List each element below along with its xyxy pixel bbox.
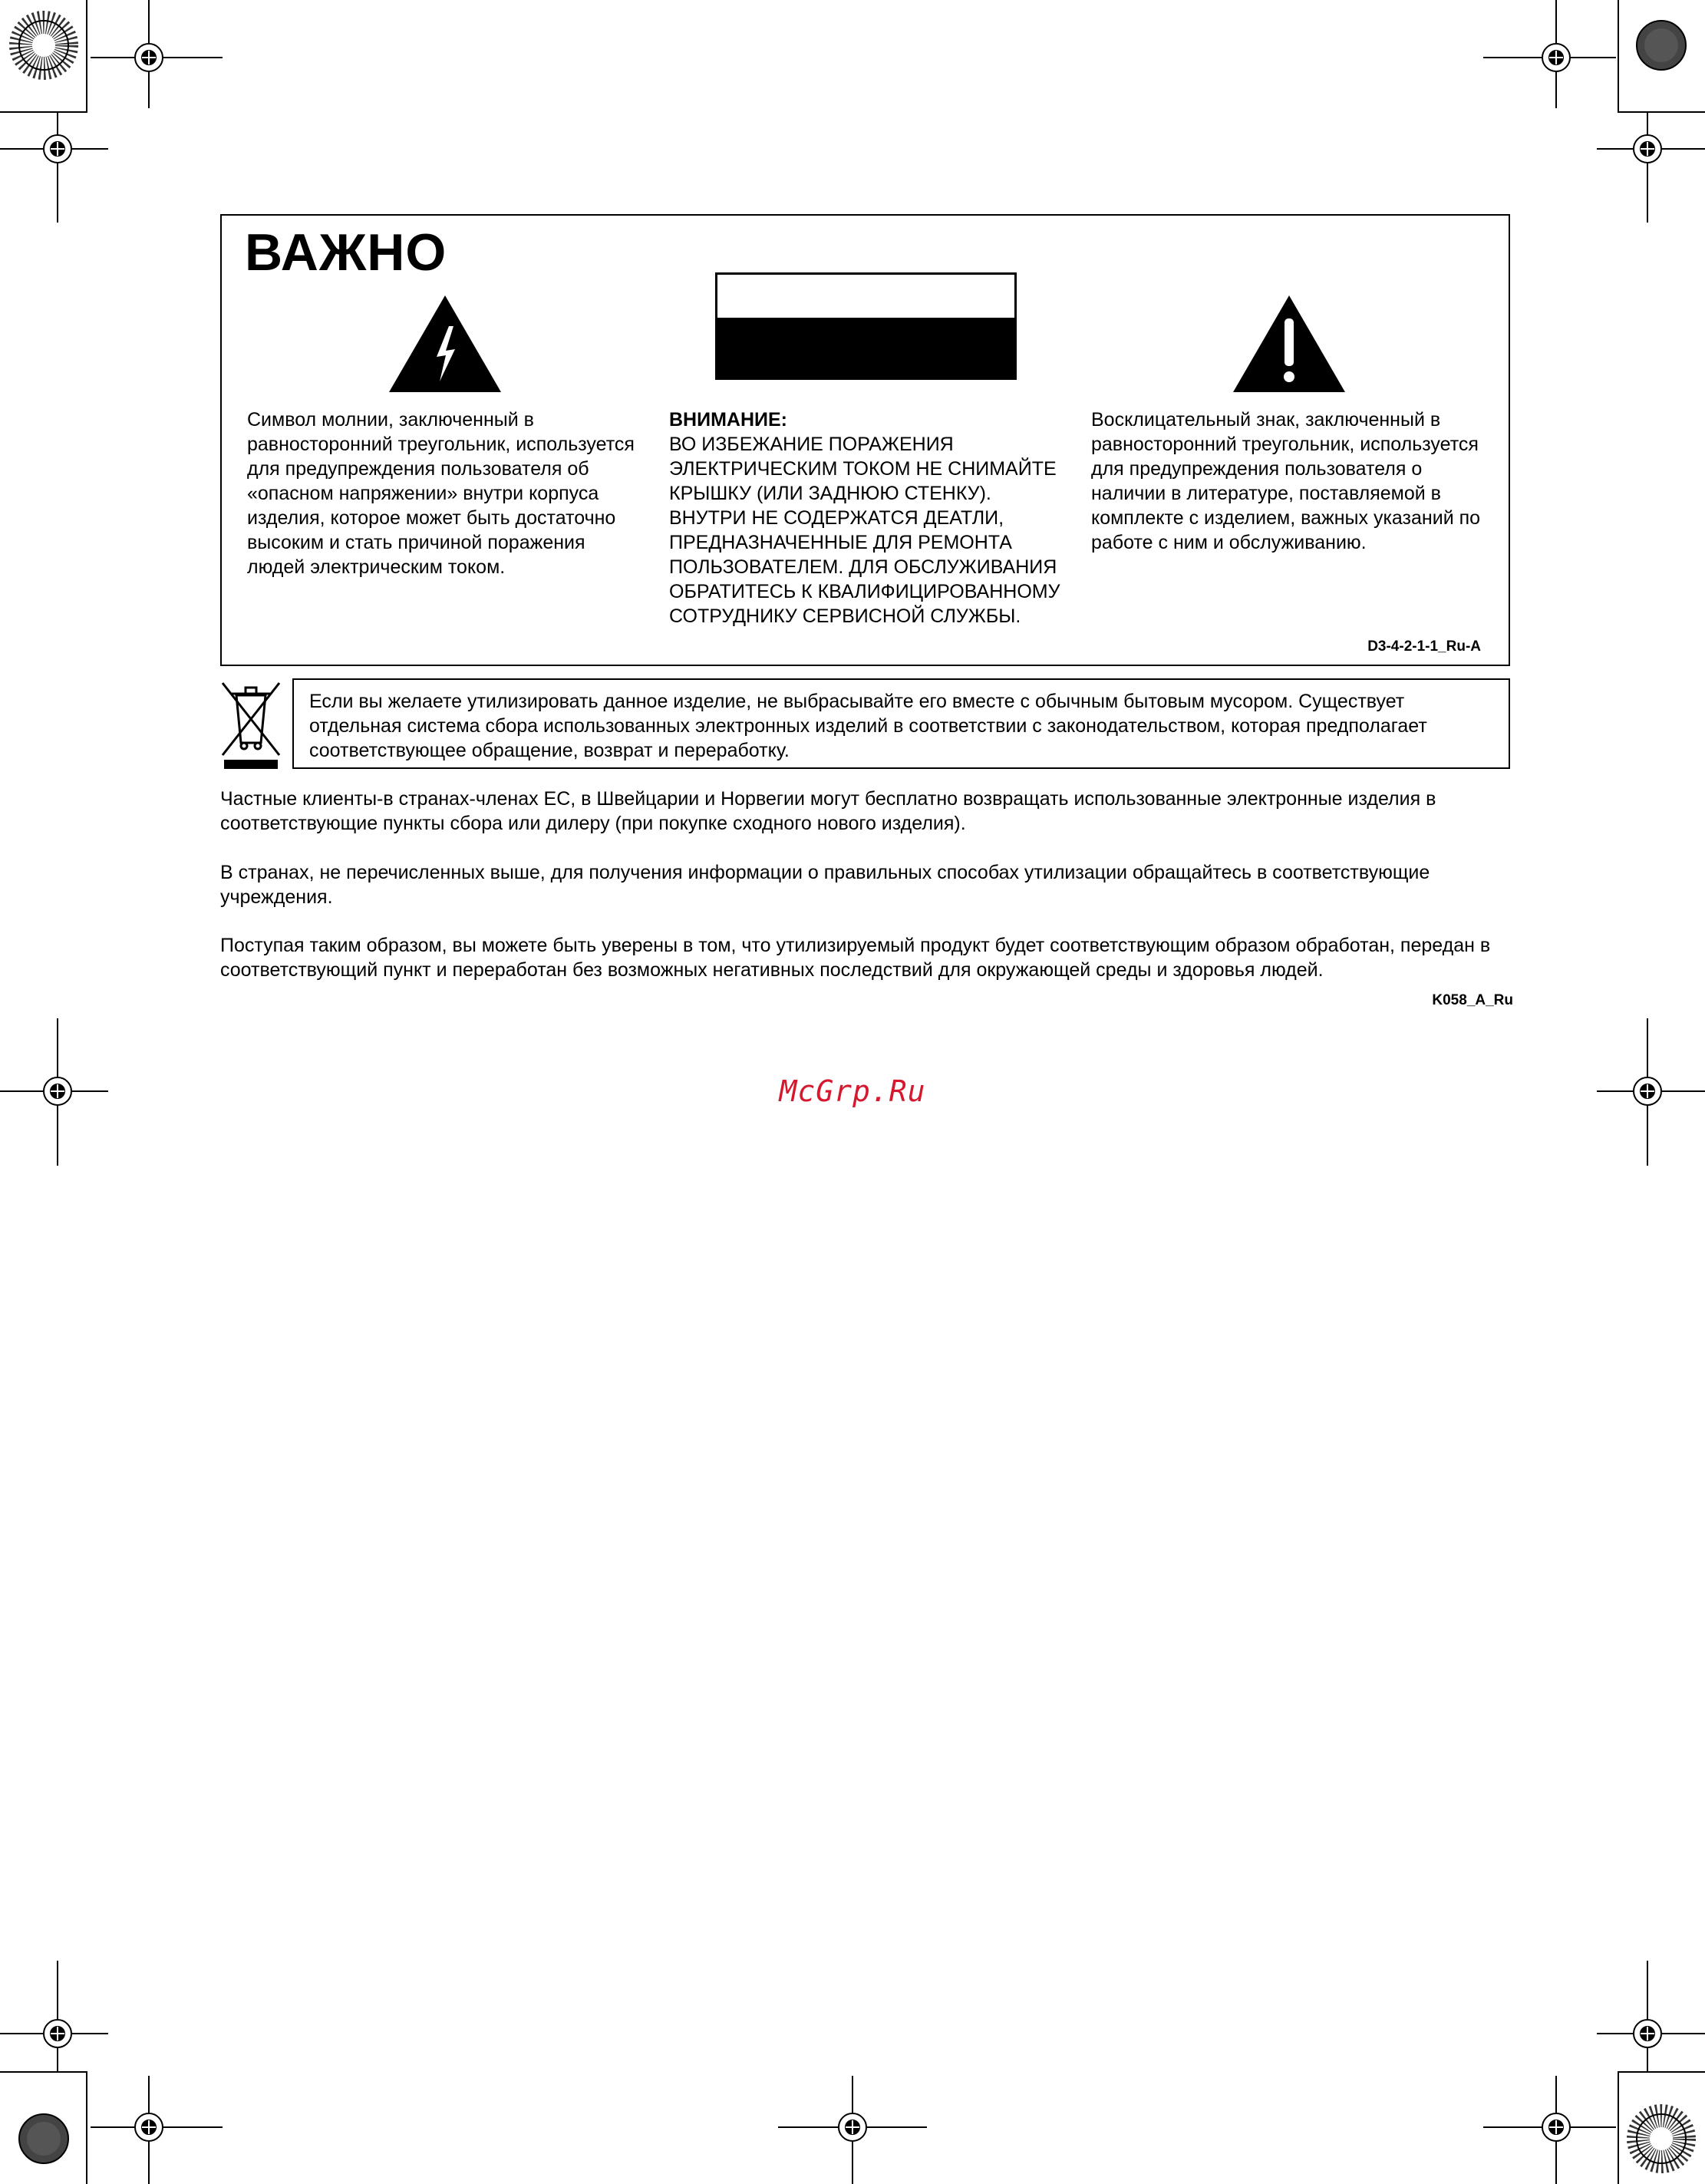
caution-block [669,407,1068,628]
caution-text: ВО ИЗБЕЖАНИЕ ПОРАЖЕНИЯ ЭЛЕКТРИЧЕСКИМ ТОКОМ НЕ СНИМАЙТЕ КРЫШКУ (ИЛИ ЗАДНЮЮ СТЕНКУ). ВНУТРИ НЕ СОДЕРЖАТСЯ ДЕАТЛИ, ПРЕДНАЗНАЧЕННЫЕ ДЛЯ РЕМОНТА ПОЛЬЗОВАТЕЛЕМ. ДЛЯ ОБСЛУЖИВАНИЯ ОБРАТИТЕСЬ К КВАЛИФИЦИРОВАННОМУ СОТРУДНИКУ СЕРВИСНОЙ СЛУЖБЫ. [669,434,1060,627]
caution-heading: ВНИМАНИЕ: [669,409,787,431]
disposal-paragraph-result: Поступая таким образом, вы можете быть уверены в том, что утилизируемый продукт будет соответствующим образом обработан, передан в соответствующий пункт и переработан без возможных негативных последствий для окружающей среды и здоровья людей. [220,935,1491,981]
disposal-paragraph-other: В странах, не перечисленных выше, для получения информации о правильных способах утилизации обращайтесь в соответствующие учреждения. [220,862,1430,908]
lightning-symbol-description: Символ молнии, заключенный в равносторонний треугольник, используется для предупреждения пользователя об «опасном напряжении» внутри корпуса изделия, которое может быть достаточно высоким и стать причиной поражения людей электрическим током. [247,409,635,578]
watermark-link[interactable]: McGrp.Ru [779,1074,926,1108]
disposal-code: K058_A_Ru [1432,992,1513,1008]
exclamation-warning-icon [1233,295,1345,392]
important-safety-box [220,214,1510,666]
caution-label-graphic [715,272,1017,380]
important-title: ВАЖНО [245,223,447,282]
crossed-bin-icon [218,678,284,770]
lightning-warning-icon [389,295,501,392]
exclamation-symbol-description: Восклицательный знак, заключенный в равносторонний треугольник, используется для предупреждения пользователя о наличии в литературе, поставляемой в комплекте с изделием, важных указаний по работе с ним и обслуживанию. [1091,409,1481,553]
disposal-paragraph-eu: Частные клиенты-в странах-членах ЕС, в Швейцарии и Норвегии могут бесплатно возвращать использованные электронные изделия в соответствующие пункты сбора или дилеру (при покупке сходного нового изделия). [220,788,1436,834]
disposal-notice-box: Если вы желаете утилизировать данное изделие, не выбрасывайте его вместе с обычным бытовым мусором. Существует отдельная система сбора использованных электронных изделий в соответствии с законодательством, которая предполагает соответствующее обращение, возврат и переработку. [292,678,1510,769]
document-code: D3-4-2-1-1_Ru-A [1367,638,1481,655]
